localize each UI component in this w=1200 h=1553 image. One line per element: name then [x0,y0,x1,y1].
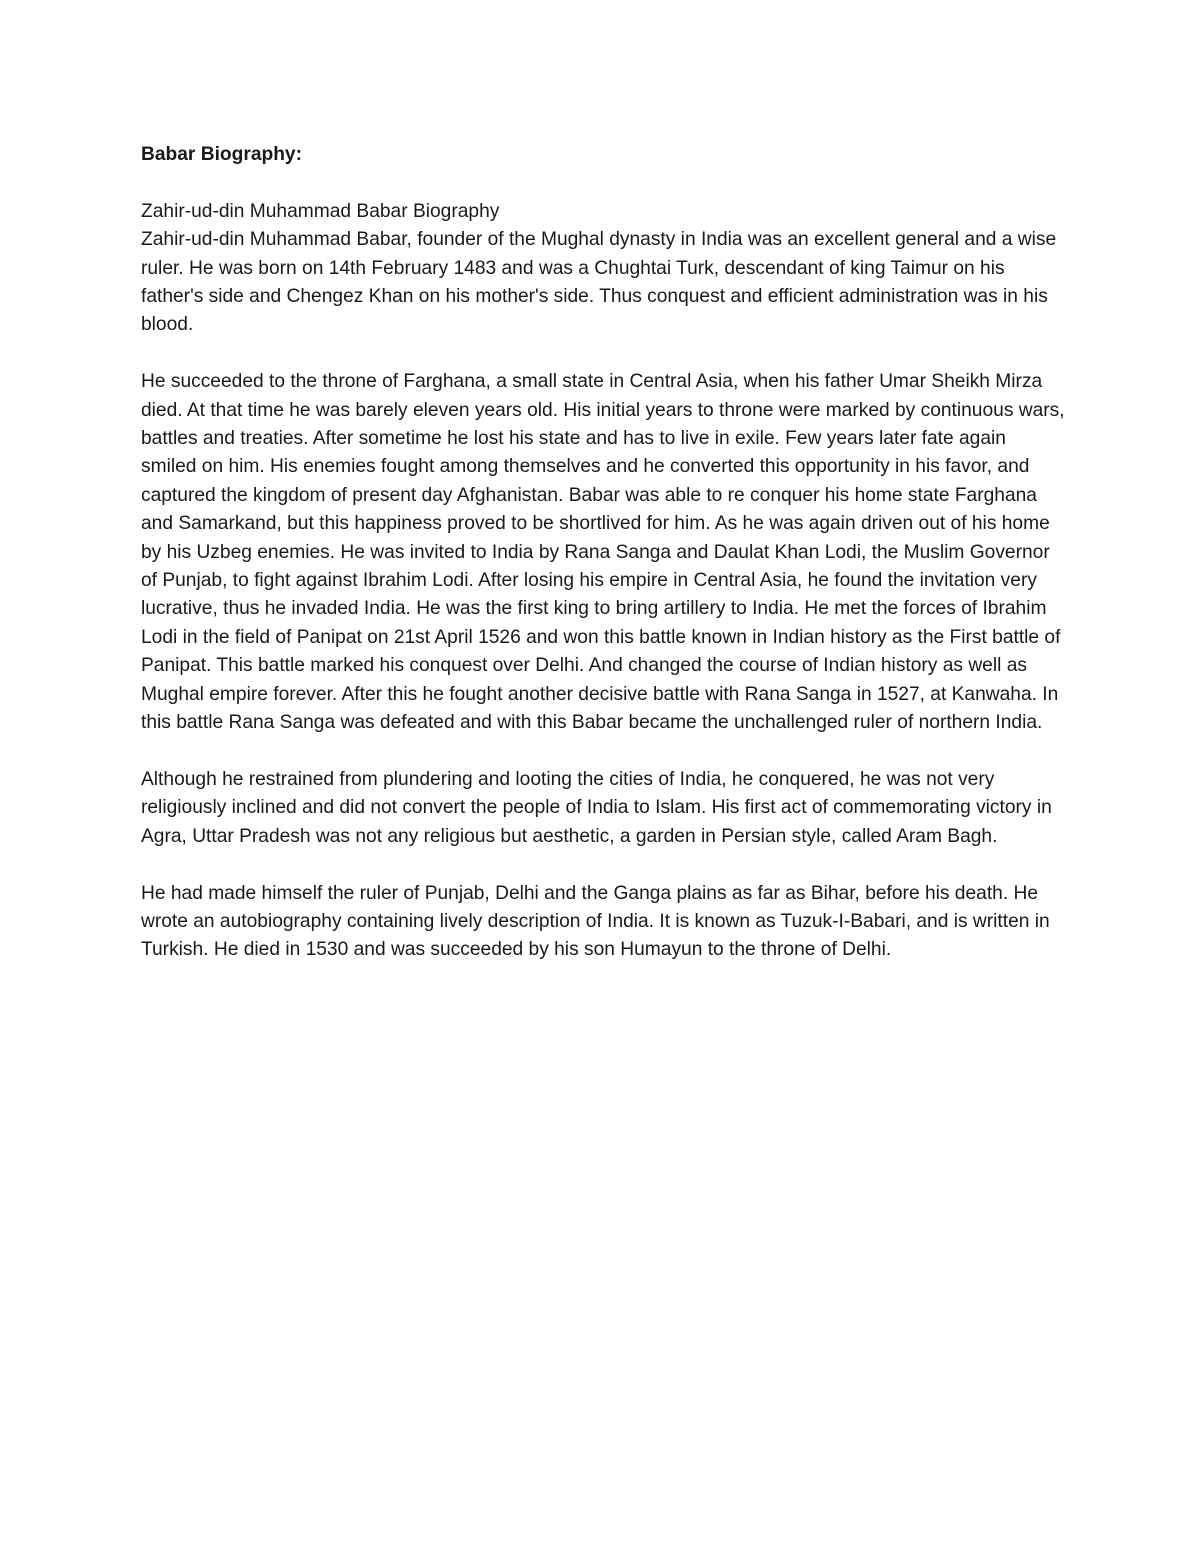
paragraph-conquest: He succeeded to the throne of Farghana, a small state in Central Asia, when his father Umar Sheikh Mirza died. At that time he was barely eleven years old. His initial years to throne were marked by continuous wars, battles and treaties. After sometime he lost his state and has to live in exile. Few years later fate again smiled on him. His enemies fought among themselves and he converted this opportunity in his favor, and captured the kingdom of present day Afghanistan. Babar was able to re conquer his home state Farghana and Samarkand, but this happiness proved to be shortlived for him. As he was again driven out of his home by his Uzbeg enemies. He was invited to India by Rana Sanga and Daulat Khan Lodi, the Muslim Governor of Punjab, to fight against Ibrahim Lodi. After losing his empire in Central Asia, he found the invitation very lucrative, thus he invaded India. He was the first king to bring artillery to India. He met the forces of Ibrahim Lodi in the field of Panipat on 21st April 1526 and won this battle known in Indian history as the First battle of Panipat. This battle marked his conquest over Delhi. And changed the course of Indian history as well as Mughal empire forever. After this he fought another decisive battle with Rana Sanga in 1527, at Kanwaha. In this battle Rana Sanga was defeated and with this Babar became the unchallenged ruler of northern India. [141,371,1065,734]
paragraph-intro: Zahir-ud-din Muhammad Babar, founder of the Mughal dynasty in India was an excellent general and a wise ruler. He was born on 14th February 1483 and was a Chughtai Turk, descendant of king Taimur on his father's side and Chengez Khan on his mother's side. Thus conquest and efficient administration was in his blood. [141,229,1057,336]
document-body [141,141,1066,993]
paragraph-religion: Although he restrained from plundering and looting the cities of India, he conquered, he was not very religiously inclined and did not convert the people of India to Islam. His first act of commemorating victory in Agra, Uttar Pradesh was not any religious but aesthetic, a garden in Persian style, called Aram Bagh. [141,768,1052,847]
paragraph-death: He had made himself the ruler of Punjab, Delhi and the Ganga plains as far as Bihar, before his death. He wrote an autobiography containing lively description of India. It is known as Tuzuk-I-Babari, and is written in Turkish. He died in 1530 and was succeeded by his son Humayun to the throne of Delhi. [141,882,1050,961]
document-heading: Babar Biography: [141,144,302,165]
document-subtitle: Zahir-ud-din Muhammad Babar Biography [141,200,500,222]
